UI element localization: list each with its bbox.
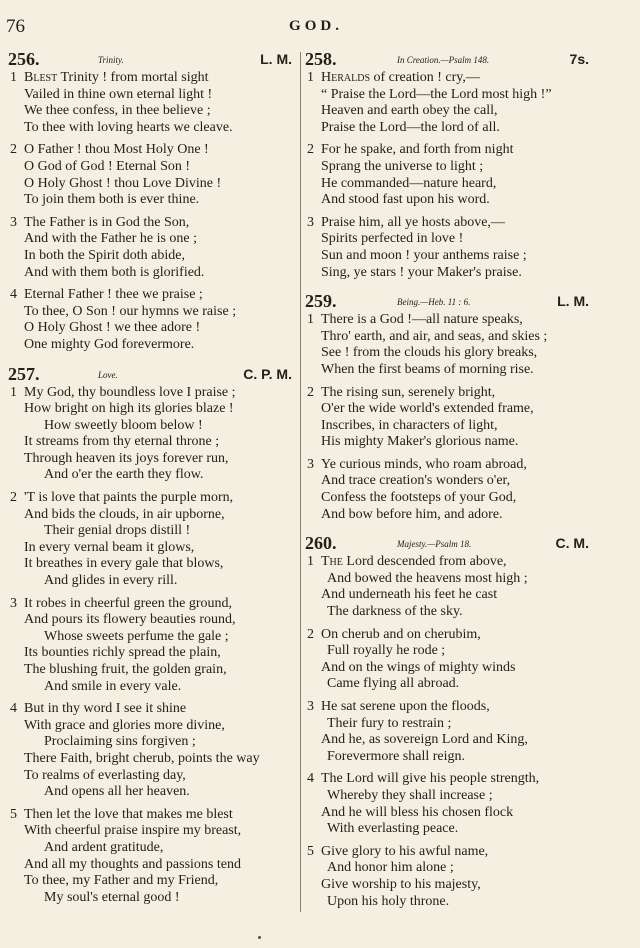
stanza-number: 1	[10, 384, 17, 400]
verse-line: With everlasting peace.	[327, 821, 459, 837]
verse-line: O God of God ! Eternal Son !	[24, 158, 191, 174]
verse-line: And honor him alone ;	[327, 860, 454, 876]
stanza-number: 1	[10, 70, 17, 85]
hymn-meter: L. M.	[260, 51, 292, 67]
hymn	[8, 363, 298, 907]
verse-line	[305, 554, 595, 571]
verse-line: My God, thy boundless love I praise ;	[24, 384, 236, 400]
verse-lead-word: The	[321, 554, 343, 570]
verse-line: Upon his holy throne.	[327, 893, 450, 909]
stanza	[305, 844, 595, 910]
hymn-meter: 7s.	[569, 51, 589, 67]
running-head: GOD.	[289, 18, 343, 34]
verse-line: Its bounties richly spread the plain,	[24, 645, 221, 661]
verse-line: And he will bless his chosen flock	[321, 804, 514, 820]
verse-line: Their genial drops distill !	[44, 523, 191, 539]
right-column	[305, 48, 595, 919]
stanza	[305, 385, 595, 451]
verse-line: Give worship to his majesty,	[321, 876, 481, 892]
stanza-number: 3	[307, 456, 314, 472]
verse-line: O'er the wide world's extended frame,	[321, 401, 534, 417]
verse-line: To thee, my Father and my Friend,	[24, 873, 219, 889]
verse-line: There is a God !—all nature speaks,	[321, 312, 523, 328]
stanza-number: 2	[10, 490, 17, 506]
stanza-number: 3	[10, 214, 17, 230]
verse-line: And glides in every rill.	[44, 573, 178, 589]
verse-line: And bowed the heavens most high ;	[327, 570, 528, 586]
verse-lead-word: Blest	[24, 70, 58, 85]
stanza	[8, 142, 298, 208]
stanza-number: 2	[307, 384, 314, 400]
verse-line: And all my thoughts and passions tend	[24, 856, 241, 872]
verse-line: Thro' earth, and air, and seas, and skies ;	[321, 328, 548, 344]
stanza-number: 2	[307, 626, 314, 642]
verse-line: And smile in every vale.	[44, 678, 182, 694]
verse-line: Sprang the universe to light ;	[321, 158, 484, 174]
verse-lead-word: Heralds	[321, 70, 371, 85]
verse-line: Their fury to restrain ;	[327, 715, 452, 731]
verse-line: Inscribes, in characters of light,	[321, 417, 498, 433]
stanza	[305, 312, 595, 378]
verse-line: And with them both is glorified.	[24, 264, 205, 280]
stanza	[8, 701, 298, 801]
verse-line: And ardent gratitude,	[44, 839, 164, 855]
verse-line-text: Lord descended from above,	[342, 554, 507, 570]
verse-line: It streams from thy eternal throne ;	[24, 434, 220, 450]
verse-line: “ Praise the Lord—the Lord most high !”	[321, 86, 552, 102]
verse-line: Spirits perfected in love !	[321, 231, 464, 247]
verse-line-text: of creation ! cry,—	[370, 70, 480, 85]
verse-line: See ! from the clouds his glory breaks,	[321, 345, 538, 361]
hymn-heading	[8, 363, 298, 385]
verse-line: The blushing fruit, the golden grain,	[24, 662, 227, 677]
verse-line: Full royally he rode ;	[327, 643, 446, 659]
verse-line: Give glory to his awful name,	[321, 843, 489, 859]
stanza	[305, 554, 595, 620]
verse-line: Forevermore shall reign.	[327, 748, 466, 764]
stanza	[305, 215, 595, 281]
stanza	[305, 457, 595, 523]
hymn	[305, 532, 595, 910]
verse-line: How bright on high its glories blaze !	[24, 401, 234, 417]
verse-line: Came flying all abroad.	[327, 676, 460, 692]
hymn	[8, 48, 298, 354]
verse-line: And o'er the earth they flow.	[44, 467, 204, 483]
verse-line: There Faith, bright cherub, points the way	[24, 750, 260, 766]
verse-line: On cherub and on cherubim,	[321, 626, 481, 642]
verse-line: To join them both is ever thine.	[24, 192, 200, 208]
stanza-number: 3	[307, 214, 314, 230]
page-mark	[258, 936, 261, 939]
hymn-heading	[305, 48, 595, 70]
stanza-number: 2	[307, 142, 314, 158]
hymn-number: 256.	[8, 49, 40, 69]
verse-line: With cheerful praise inspire my breast,	[24, 823, 242, 839]
hymn-number: 259.	[305, 291, 337, 312]
verse-line: The rising sun, serenely bright,	[321, 384, 496, 400]
verse-line: Through heaven its joys forever run,	[24, 450, 229, 466]
verse-line: My soul's eternal good !	[44, 889, 180, 905]
hymn-title: Love.	[98, 369, 118, 380]
verse-line: His mighty Maker's glorious name.	[321, 434, 519, 450]
stanza-number: 5	[10, 806, 17, 822]
stanza	[8, 215, 298, 281]
stanza-number: 3	[307, 699, 314, 714]
verse-line: But in thy word I see it shine	[24, 701, 187, 717]
verse-line: And with the Father he is one ;	[24, 231, 198, 247]
hymn-number: 257.	[8, 363, 40, 384]
stanza	[8, 490, 298, 590]
verse-line: And pours its flowery beauties round,	[24, 612, 236, 628]
verse-line: It breathes in every gale that blows,	[24, 556, 224, 572]
verse-line: And opens all her heaven.	[44, 784, 190, 800]
verse-line: To thee, O Son ! our hymns we raise ;	[24, 303, 237, 319]
verse-line: Confess the footsteps of your God,	[321, 490, 517, 506]
stanza	[8, 287, 298, 353]
column-divider	[300, 52, 301, 912]
stanza	[305, 771, 595, 837]
verse-line: And he, as sovereign Lord and King,	[321, 732, 528, 748]
verse-line: When the first beams of morning rise.	[321, 361, 534, 377]
hymn-title: Majesty.—Psalm 18.	[397, 539, 472, 550]
verse-line: In every vernal beam it glows,	[24, 539, 195, 555]
verse-line: And bow before him, and adore.	[321, 506, 503, 522]
verse-line: The darkness of the sky.	[327, 604, 463, 620]
hymn-title: In Creation.—Psalm 148.	[397, 55, 490, 65]
hymn-heading	[305, 290, 595, 312]
stanza	[305, 627, 595, 693]
stanza-number: 1	[307, 312, 314, 328]
verse-line: With grace and glories more divine,	[24, 717, 225, 733]
hymn-heading	[8, 48, 298, 70]
verse-line: 'T is love that paints the purple morn,	[24, 490, 234, 506]
verse-line: Sing, ye stars ! your Maker's praise.	[321, 264, 522, 280]
verse-line: To thee with loving hearts we cleave.	[24, 119, 233, 135]
stanza	[8, 807, 298, 907]
verse-line: Sun and moon ! your anthems raise ;	[321, 247, 527, 263]
verse-line: Then let the love that makes me blest	[24, 806, 233, 822]
page-number: 76	[6, 16, 25, 37]
stanza	[8, 70, 298, 136]
verse-line: Proclaiming sins forgiven ;	[44, 734, 196, 750]
stanza-number: 2	[10, 142, 17, 158]
hymn-number: 258.	[305, 49, 337, 69]
verse-line: And underneath his feet he cast	[321, 587, 498, 603]
verse-line: Praise him, all ye hosts above,—	[321, 214, 505, 230]
verse-line: The Lord will give his people strength,	[321, 771, 540, 787]
stanza-number: 4	[10, 287, 17, 303]
stanza	[305, 142, 595, 208]
stanza-number: 3	[10, 595, 17, 611]
verse-line: O Holy Ghost ! thou Love Divine !	[24, 175, 222, 191]
page-header	[6, 16, 626, 40]
hymn	[305, 290, 595, 523]
hymn-number: 260.	[305, 533, 337, 554]
verse-line: For he spake, and forth from night	[321, 142, 514, 158]
verse-line: He commanded—nature heard,	[321, 175, 497, 191]
verse-line: One mighty God forevermore.	[24, 336, 195, 352]
stanza-number: 1	[307, 554, 314, 570]
hymn-title: Being.—Heb. 11 : 6.	[397, 297, 471, 308]
verse-line: We thee confess, in thee believe ;	[24, 103, 211, 119]
verse-line: Ye curious minds, who roam abroad,	[321, 456, 527, 472]
hymn-meter: C. P. M.	[243, 365, 292, 382]
verse-line: And stood fast upon his word.	[321, 192, 490, 208]
verse-line	[8, 70, 298, 87]
stanza	[8, 596, 298, 696]
hymn-meter: C. M.	[555, 535, 589, 552]
verse-line: How sweetly bloom below !	[44, 417, 203, 433]
verse-line: O Holy Ghost ! we thee adore !	[24, 320, 201, 336]
verse-line-text: Trinity ! from mortal sight	[57, 70, 209, 85]
stanza-number: 5	[307, 843, 314, 859]
stanza	[305, 70, 595, 136]
verse-line: Whose sweets perfume the gale ;	[44, 628, 229, 644]
hymn-title: Trinity.	[98, 55, 124, 65]
hymn	[305, 48, 595, 281]
verse-line: And on the wings of mighty winds	[321, 659, 516, 675]
stanza-number: 4	[10, 701, 17, 717]
verse-line: To realms of everlasting day,	[24, 767, 186, 783]
verse-line	[305, 70, 595, 87]
verse-line: He sat serene upon the floods,	[321, 699, 490, 714]
hymn-meter: L. M.	[557, 293, 589, 310]
stanza-number: 4	[307, 771, 314, 787]
verse-line: Eternal Father ! thee we praise ;	[24, 287, 203, 303]
verse-line: It robes in cheerful green the ground,	[24, 595, 232, 611]
verse-line: Praise the Lord—the lord of all.	[321, 119, 500, 135]
verse-line: And bids the clouds, in air upborne,	[24, 506, 225, 522]
verse-line: The Father is in God the Son,	[24, 214, 190, 230]
stanza-number: 1	[307, 70, 314, 85]
verse-line: Heaven and earth obey the call,	[321, 103, 498, 119]
verse-line: Vailed in thine own eternal light !	[24, 86, 213, 102]
verse-line: O Father ! thou Most Holy One !	[24, 142, 209, 158]
hymn-heading	[305, 532, 595, 554]
stanza	[8, 385, 298, 485]
stanza	[305, 699, 595, 765]
left-column	[8, 48, 298, 915]
verse-line: In both the Spirit doth abide,	[24, 247, 185, 263]
verse-line: And trace creation's wonders o'er,	[321, 473, 511, 489]
verse-line: Whereby they shall increase ;	[327, 787, 493, 803]
